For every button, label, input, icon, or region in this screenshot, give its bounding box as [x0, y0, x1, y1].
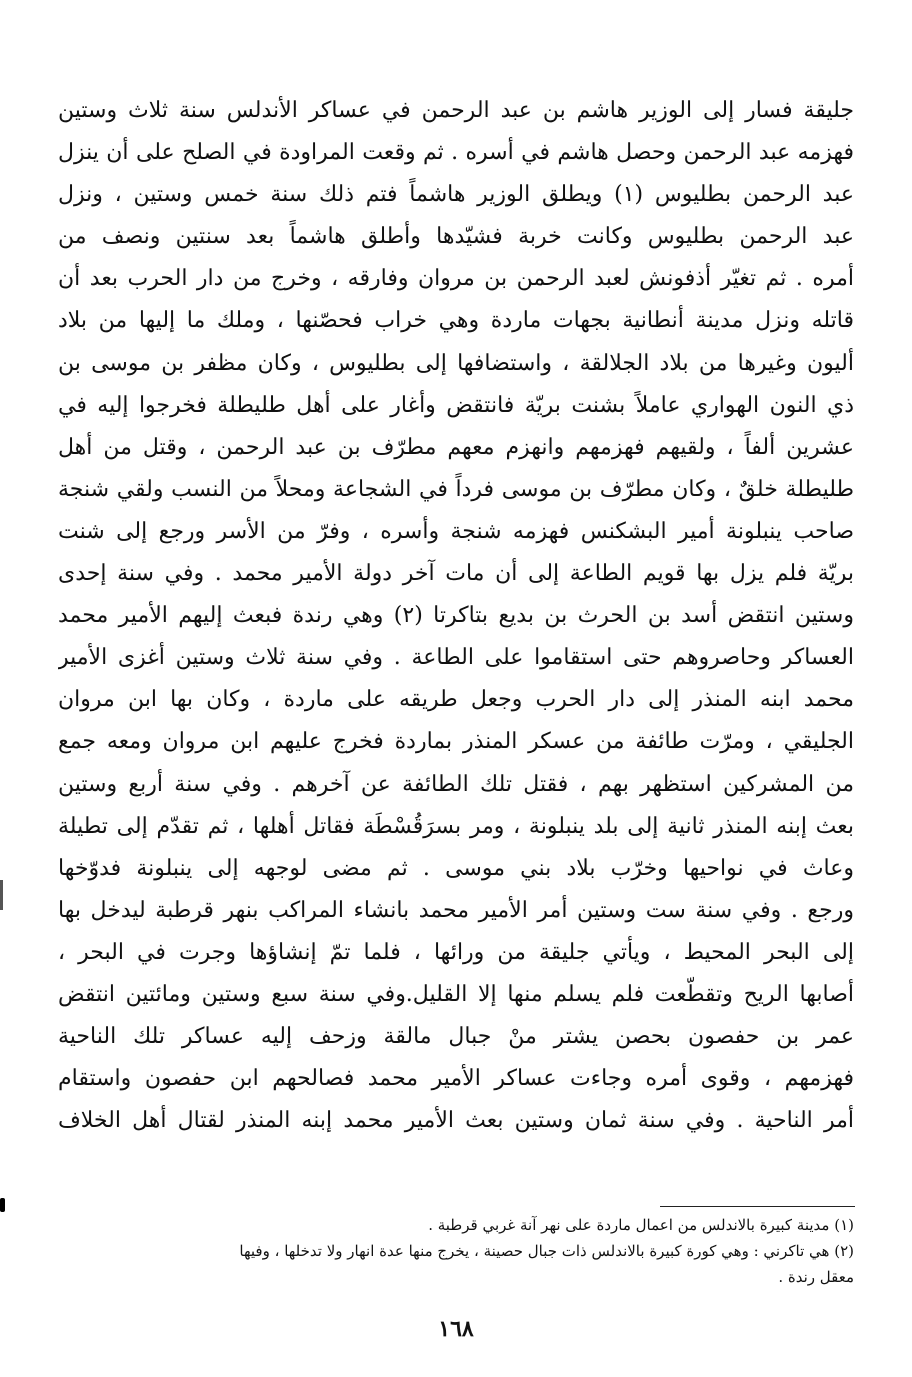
- text-line: عبد الرحمن بطليوس وكانت خربة فشيّدها وأطلق هاشماً بعد سنتين ونصف من: [58, 224, 854, 250]
- text-line: بريّة فلم يزل بها قويم الطاعة إلى أن مات آخر دولة الأمير محمد . وفي سنة إحدى: [58, 561, 854, 587]
- text-line: بعث إبنه المنذر ثانية إلى بلد ينبلونة ، ومر بسرَقُسْطَة فقاتل أهلها ، ثم تقدّم إلى تطيلة: [58, 813, 854, 839]
- scan-edge-mark: [0, 880, 3, 910]
- scan-edge-dot: [0, 1198, 5, 1212]
- page-number: ١٦٨: [438, 1316, 474, 1342]
- text-line: العساكر وحاصروهم حتى استقاموا على الطاعة . وفي سنة ثلاث وستين أغزى الأمير: [58, 645, 854, 671]
- footnotes: [58, 1212, 854, 1290]
- text-line: محمد ابنه المنذر إلى دار الحرب وجعل طريقه على ماردة ، وكان بها ابن مروان: [58, 687, 854, 713]
- text-line: أليون وغيرها من بلاد الجلالقة ، واستضافها إلى بطليوس ، وكان مظفر بن موسى بن: [58, 350, 854, 376]
- text-line: طليطلة خلقٌ ، وكان مطرّف بن موسى فرداً في الشجاعة ومحلاً من النسب ولقي شنجة: [58, 476, 854, 502]
- footnote-2: (٢) هي تاكرني : وهي كورة كبيرة بالاندلس ذات جبال حصينة ، يخرج منها عدة انهار ولا تدخلها ، وفيها: [239, 1242, 854, 1260]
- text-line: فهزمهم ، وقوى أمره وجاءت عساكر الأمير محمد فصالحهم ابن حفصون واستقام: [58, 1066, 854, 1092]
- text-line: وستين انتقض أسد بن الحرث بن بديع بتاكرتا (٢) وهي رندة فبعث إليهم الأمير محمد: [58, 603, 854, 629]
- text-line: أصابها الريح وتقطّعت فلم يسلم منها إلا القليل.وفي سنة سبع وستين ومائتين انتقض: [58, 981, 854, 1007]
- text-line: صاحب ينبلونة أمير البشكنس فهزمه شنجة وأسره ، وفرّ من الأسر ورجع إلى شنت: [58, 518, 854, 544]
- text-line: عبد الرحمن بطليوس (١) ويطلق الوزير هاشماً فتم ذلك سنة خمس وستين ، ونزل: [58, 182, 854, 208]
- footnote-separator: [660, 1206, 855, 1207]
- footnote-1: (١) مدينة كبيرة بالاندلس من اعمال ماردة على نهر آنة غربي قرطبة .: [428, 1216, 854, 1234]
- text-line: من المشركين استظهر بهم ، فقتل تلك الطائفة عن آخرهم . وفي سنة أربع وستين: [58, 771, 854, 797]
- text-line: قاتله ونزل مدينة أنطانية بجهات ماردة وهي خراب فحصّنها ، وملك ما إليها من بلاد: [58, 308, 854, 334]
- text-line: ذي النون الهواري عاملاً بشنت بريّة فانتقض وأغار على أهل طليطلة فخرجوا إليه في: [58, 392, 854, 418]
- text-line: عمر بن حفصون بحصن يشتر منْ جبال مالقة وزحف إليه عساكر تلك الناحية: [58, 1024, 854, 1050]
- text-line: جليقة فسار إلى الوزير هاشم بن عبد الرحمن في عساكر الأندلس سنة ثلاث وستين: [58, 98, 854, 123]
- text-line: أمر الناحية . وفي سنة ثمان وستين بعث الأمير محمد إبنه المنذر لقتال أهل الخلاف: [58, 1108, 854, 1134]
- text-line: وعاث في نواحيها وخرّب بلاد بني موسى . ثم مضى لوجهه إلى ينبلونة فدوّخها: [58, 855, 854, 881]
- text-line: أمره . ثم تغيّر أذفونش لعبد الرحمن بن مروان وفارقه ، وخرج من دار الحرب بعد أن: [58, 266, 854, 292]
- text-line: إلى البحر المحيط ، ويأتي جليقة من ورائها ، فلما تمّ إنشاؤها وجرت في البحر ،: [58, 939, 854, 965]
- main-text: [58, 90, 854, 1142]
- text-line: الجليقي ، ومرّت طائفة من عسكر المنذر بماردة فخرج عليهم ابن مروان ومعه جمع: [58, 729, 854, 755]
- text-line: عشرين ألفاً ، ولقيهم فهزمهم وانهزم معهم مطرّف بن عبد الرحمن ، وقتل من أهل: [58, 434, 854, 460]
- text-line: فهزمه عبد الرحمن وحصل هاشم في أسره . ثم وقعت المراودة في الصلح على أن ينزل: [58, 140, 854, 166]
- text-line: ورجع . وفي سنة ست وستين أمر الأمير محمد بانشاء المراكب بنهر قرطبة ليدخل بها: [58, 897, 854, 923]
- footnote-2-continuation: معقل رندة .: [778, 1268, 854, 1286]
